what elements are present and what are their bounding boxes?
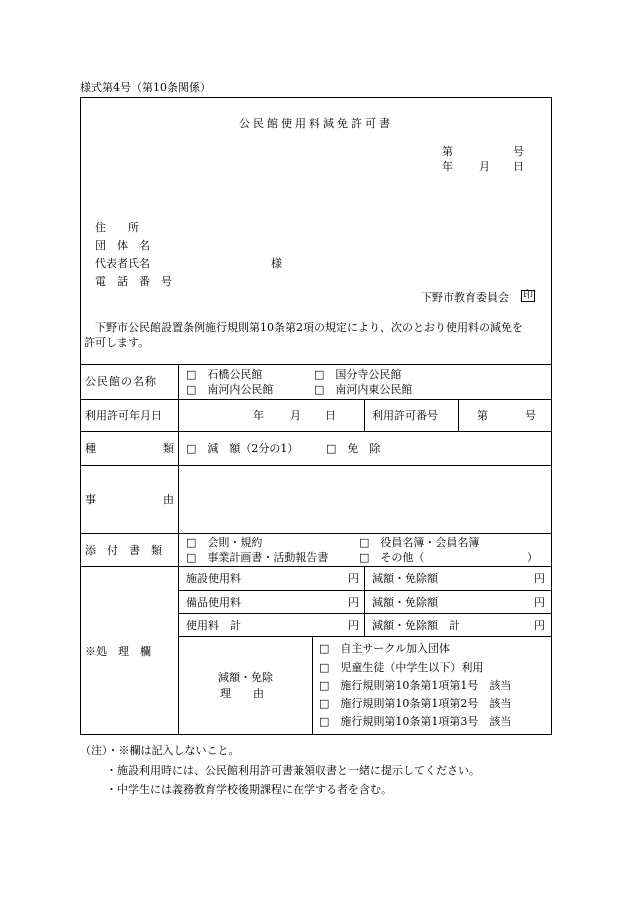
rule	[178, 364, 179, 735]
kominkan-label: 公民館の名称	[85, 375, 157, 388]
intro-line-1: 下野市公民館設置条例施行規則第10条第2項の規定により、次のとおり使用料の減免を	[95, 321, 523, 334]
reduction-reason-label: 理 由	[220, 687, 264, 700]
intro-line-2: 許可します。	[84, 336, 150, 349]
phone-label: 電 話 番 号	[95, 275, 172, 288]
rule	[80, 364, 552, 365]
attach-option-other[interactable]: □ その他（	[359, 551, 425, 564]
yen-unit: 円	[534, 596, 545, 609]
yen-unit: 円	[534, 572, 545, 585]
permit-dai: 第	[477, 409, 488, 422]
fee-equipment-label: 備品使用料	[186, 596, 241, 609]
yen-unit: 円	[534, 619, 545, 632]
reason-option-children[interactable]: □ 児童生徒（中学生以下）利用	[319, 661, 484, 674]
fee-facility-reduction-label: 減額・免除額	[372, 572, 438, 585]
fee-total-label: 使用料 計	[186, 619, 241, 632]
date-nen: 年	[253, 409, 264, 422]
reason-option-item2[interactable]: □ 施行規則第10条第1項第2号 該当	[319, 697, 512, 710]
date-hi: 日	[325, 409, 336, 422]
kominkan-option-kokubunji[interactable]: □ 国分寺公民館	[314, 368, 402, 381]
reason-label: 事	[85, 493, 96, 506]
attach-option-rules[interactable]: □ 会則・規約	[186, 536, 263, 549]
date-label: 利用許可年月日	[85, 409, 162, 422]
address-label: 住 所	[95, 221, 139, 234]
kind-label: 類	[163, 442, 174, 455]
kind-label: 種	[85, 442, 96, 455]
reduction-reason-label: 減額・免除	[218, 671, 273, 684]
kominkan-option-minamikawachi[interactable]: □ 南河内公民館	[186, 383, 274, 396]
note-line: （注）・※欄は記入しないこと。	[80, 744, 240, 757]
fee-total-reduction-label: 減額・免除額 計	[372, 619, 460, 632]
fee-facility-label: 施設使用料	[186, 572, 241, 585]
fee-equipment-reduction-label: 減額・免除額	[372, 596, 438, 609]
rule	[458, 399, 459, 431]
date-tsuki: 月	[479, 160, 490, 173]
note-line: ・施設利用時には、公民館利用許可書兼領収書と一緒に提示してください。	[106, 764, 480, 777]
yen-unit: 円	[348, 572, 359, 585]
rule	[178, 590, 552, 591]
rule	[312, 636, 313, 735]
attach-option-member-list[interactable]: □ 役員名簿・会員名簿	[359, 536, 480, 549]
rule	[80, 431, 552, 432]
number-dai: 第	[442, 145, 453, 158]
kominkan-option-minamikawachi-higashi[interactable]: □ 南河内東公民館	[314, 383, 413, 396]
rule	[80, 465, 552, 466]
rule	[80, 566, 552, 567]
date-tsuki: 月	[290, 409, 301, 422]
rule	[178, 613, 552, 614]
yen-unit: 円	[348, 619, 359, 632]
kind-option-reduction[interactable]: □ 減 額（2分の1）	[186, 442, 299, 455]
kominkan-option-ishibashi[interactable]: □ 石橋公民館	[186, 368, 263, 381]
reason-option-circle[interactable]: □ 自主サークル加入団体	[319, 642, 451, 655]
yen-unit: 円	[348, 596, 359, 609]
rule	[80, 533, 552, 534]
permit-go: 号	[525, 409, 536, 422]
attach-other-close: ）	[527, 551, 538, 564]
reason-label: 由	[163, 493, 174, 506]
rule	[364, 399, 365, 431]
representative-label: 代表者氏名	[95, 257, 150, 270]
group-name-label: 団 体 名	[95, 239, 150, 252]
issuer-name: 下野市教育委員会	[421, 291, 509, 304]
seal-stamp: 印	[523, 290, 533, 301]
attach-option-plan[interactable]: □ 事業計画書・活動報告書	[186, 551, 329, 564]
reason-option-item3[interactable]: □ 施行規則第10条第1項第3号 該当	[319, 715, 512, 728]
date-hi: 日	[513, 160, 524, 173]
sama-label: 様	[271, 257, 282, 270]
rule	[364, 566, 365, 636]
attachments-label: 添 付 書 類	[85, 544, 162, 557]
note-line: ・中学生には義務教育学校後期課程に在学する者を含む。	[106, 783, 392, 796]
form-label: 様式第4号（第10条関係）	[80, 81, 211, 94]
processing-label: ※処 理 欄	[85, 645, 151, 658]
rule	[178, 636, 552, 637]
permit-number-label: 利用許可番号	[372, 409, 438, 422]
number-go: 号	[513, 145, 524, 158]
date-nen: 年	[442, 160, 453, 173]
rule	[80, 399, 552, 400]
document-title: 公民館使用料減免許可書	[239, 117, 393, 130]
reason-option-item1[interactable]: □ 施行規則第10条第1項第1号 該当	[319, 679, 512, 692]
kind-option-exemption[interactable]: □ 免 除	[326, 442, 381, 455]
